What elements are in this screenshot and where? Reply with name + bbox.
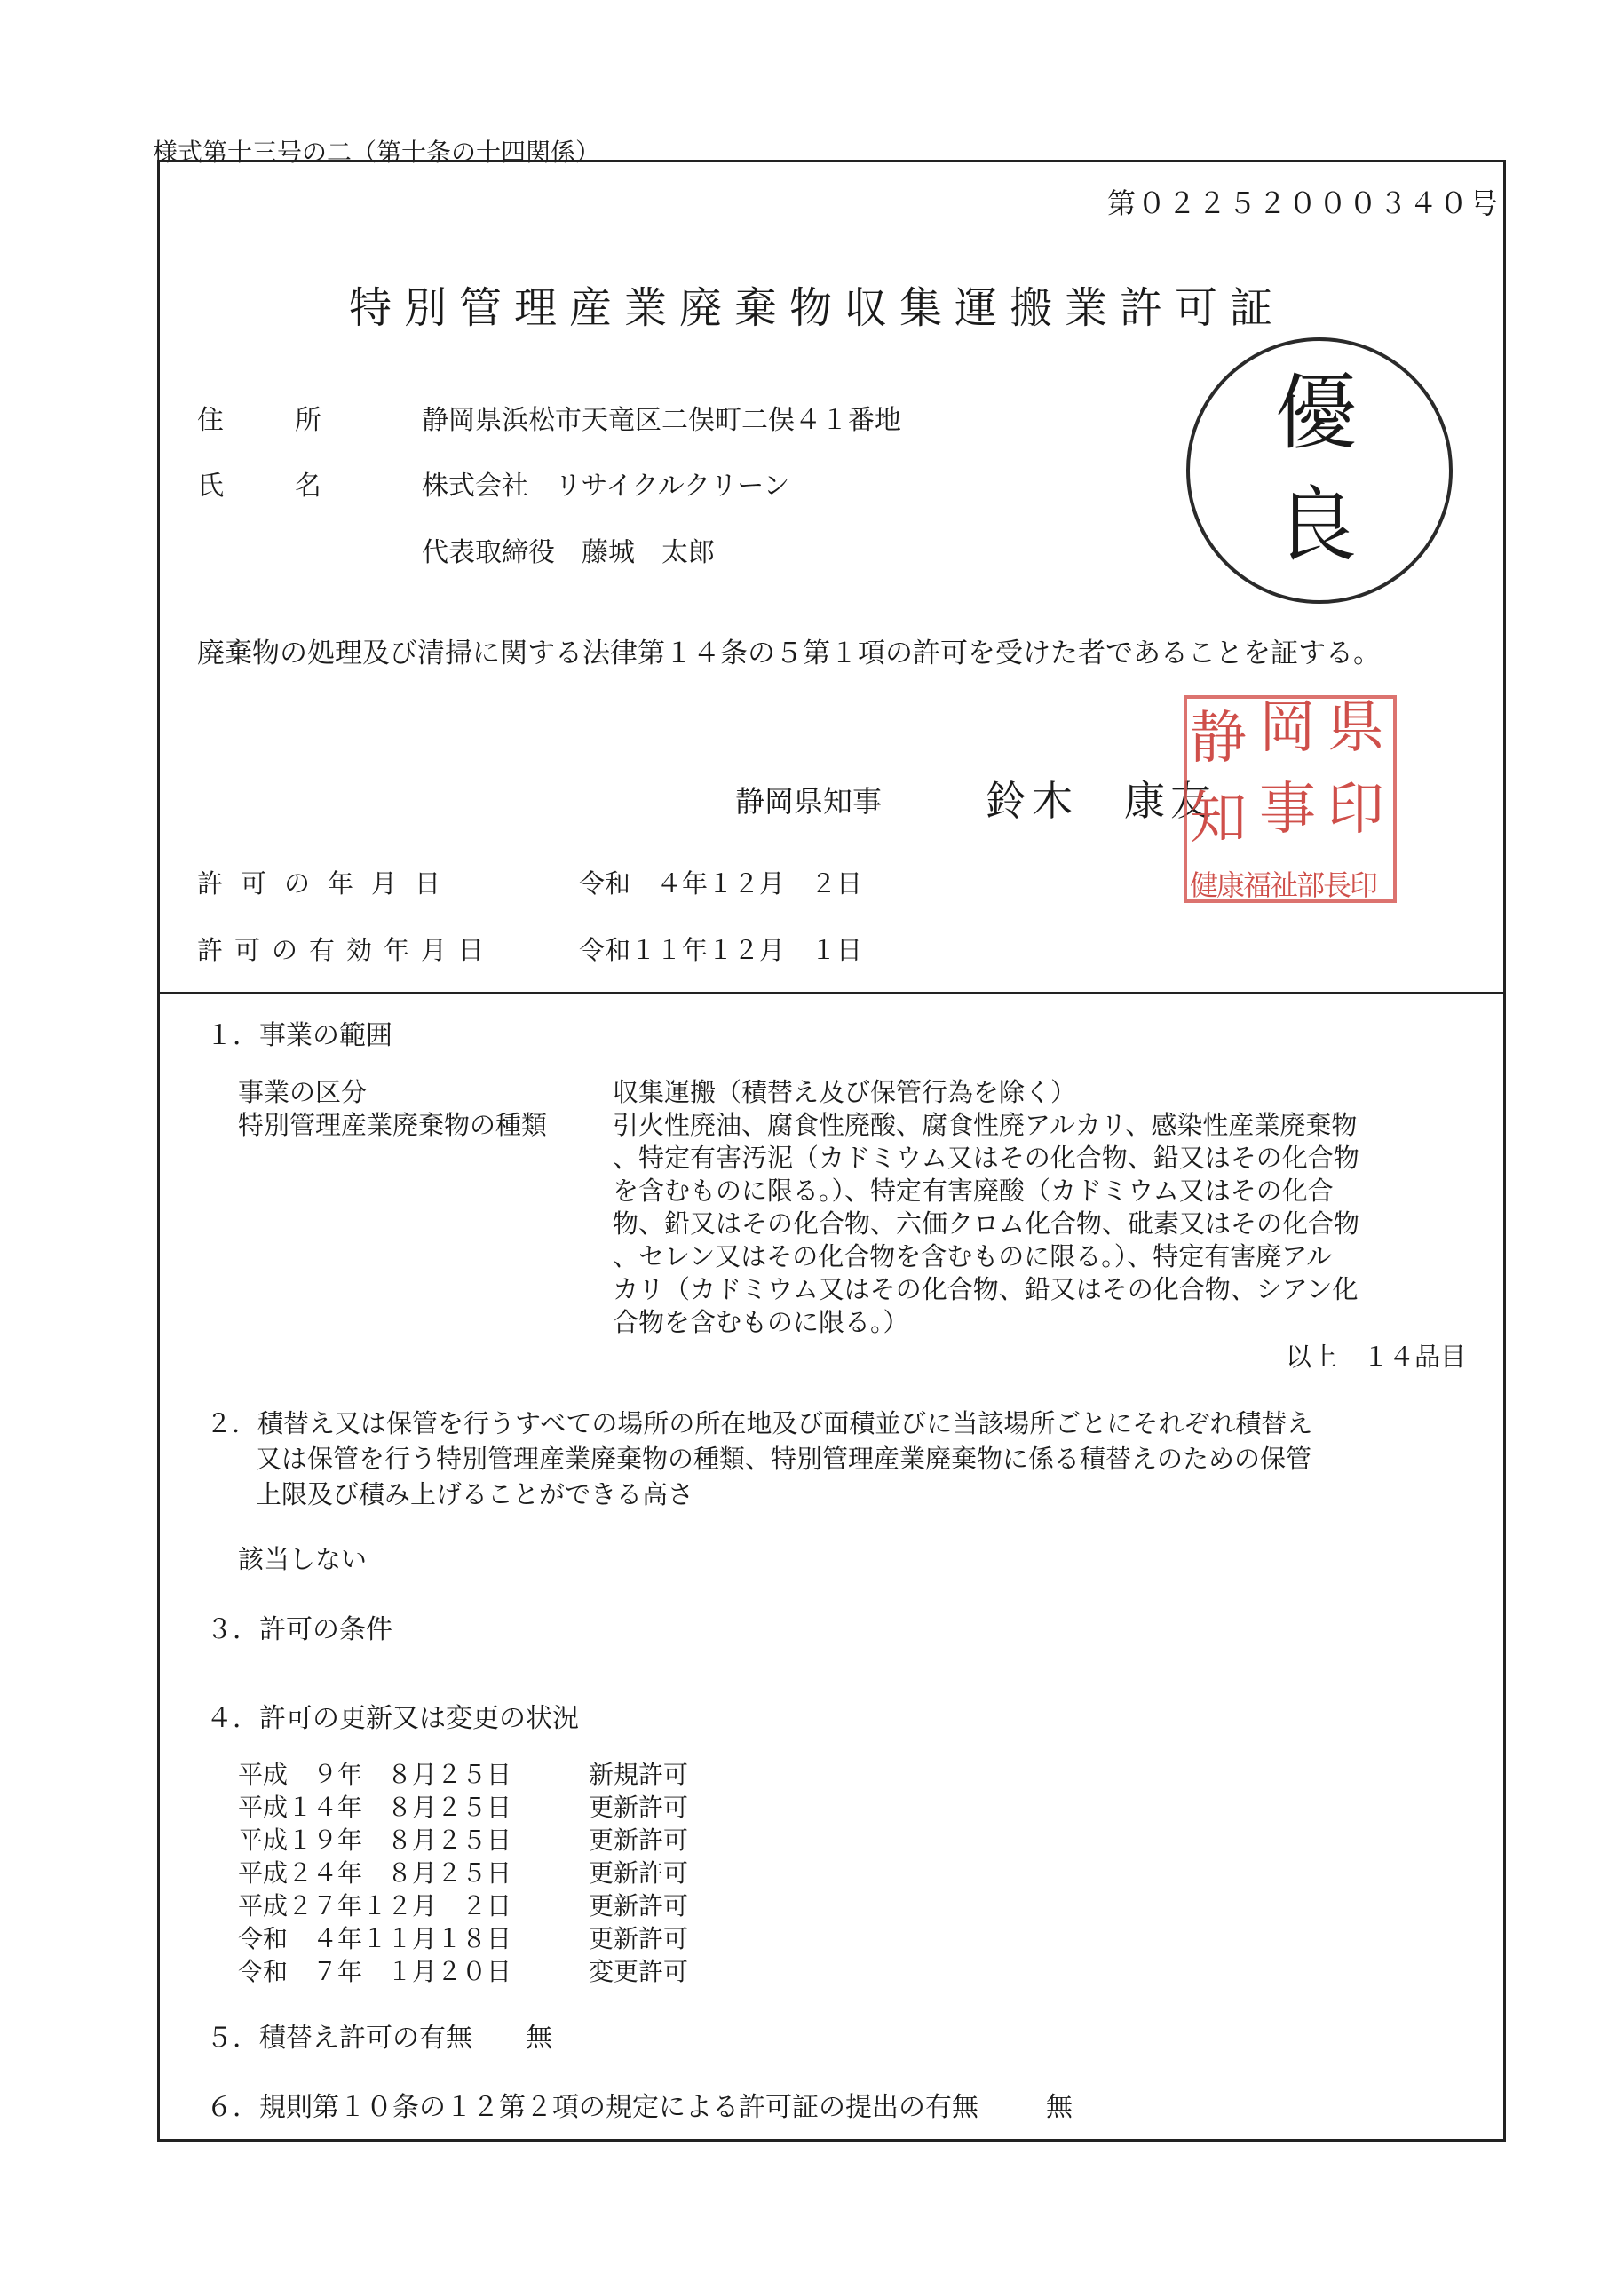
waste-types-label: 特別管理産業廃棄物の種類: [238, 1110, 548, 1140]
permit-history: [238, 1758, 688, 1988]
section6-value: 無: [1046, 2092, 1073, 2123]
page-title: 特別管理産業廃棄物収集運搬業許可証: [349, 283, 1286, 333]
history-type: 更新許可: [589, 1891, 689, 1921]
history-date: 令和 ７年 １月２０日: [238, 1957, 512, 1986]
seal-char-3: 静: [1190, 706, 1247, 772]
address-value: 静岡県浜松市天竜区二俣町二俣４１番地: [422, 405, 901, 436]
history-row: [238, 1758, 688, 1791]
history-type: 更新許可: [589, 1826, 689, 1855]
history-date: 平成１９年 ８月２５日: [238, 1826, 512, 1855]
history-date: 平成１４年 ８月２５日: [238, 1793, 512, 1822]
certificate-number: 第０２２５２０００３４０号: [1106, 186, 1500, 220]
history-type: 更新許可: [589, 1858, 689, 1888]
seal-bottom-text: 健康福祉部長印: [1190, 868, 1377, 902]
history-date: 平成２４年 ８月２５日: [238, 1858, 512, 1888]
waste-types-line: 、セレン又はその化合物を含むものに限る。）、特定有害廃アル: [613, 1241, 1333, 1271]
section2-heading-cont: 上限及び積み上げることができる高さ: [256, 1479, 694, 1509]
valid-date-value: 令和１１年１２月 １日: [579, 935, 863, 965]
grade-char-2: 良: [1275, 478, 1358, 573]
name-label-char-1: 氏: [197, 471, 224, 502]
section2-heading: ２．積替え又は保管を行うすべての場所の所在地及び面積並びに当該場所ごとにそれぞれ積替え: [206, 1408, 1313, 1438]
history-row: [238, 1791, 688, 1824]
grade-char-1: 優: [1275, 366, 1358, 461]
waste-types-line: カリ（カドミウム又はその化合物、鉛又はその化合物、シアン化: [613, 1274, 1359, 1304]
history-row: [238, 1955, 688, 1988]
history-row: [238, 1857, 688, 1889]
permit-date-label: 許可の年月日: [197, 868, 459, 899]
address-label: [197, 398, 321, 437]
seal-char-1: 県: [1327, 695, 1384, 761]
section-divider: [157, 992, 1506, 994]
waste-types-line: 引火性廃油、腐食性廃酸、腐食性廃アルカリ、感染性産業廃棄物: [613, 1110, 1358, 1140]
history-date: 平成 ９年 ８月２５日: [238, 1760, 512, 1789]
section5-heading: ５．積替え許可の有無: [206, 2023, 472, 2054]
history-type: 更新許可: [589, 1793, 689, 1822]
business-category-value: 収集運搬（積替え及び保管行為を除く）: [613, 1077, 1077, 1107]
certification-text: 廃棄物の処理及び清掃に関する法律第１４条の５第１項の許可を受けた者であることを証する。: [197, 638, 1381, 669]
permit-date-value: 令和 ４年１２月 ２日: [579, 868, 863, 899]
form-label: 様式第十三号の二（第十条の十四関係）: [153, 138, 601, 167]
history-date: 令和 ４年１１月１８日: [238, 1924, 512, 1953]
permit-date-row: [197, 864, 862, 900]
section5-value: 無: [526, 2023, 552, 2054]
history-type: 更新許可: [589, 1924, 689, 1953]
section3-heading: ３．許可の条件: [206, 1614, 392, 1645]
waste-types-line: 合物を含むものに限る。）: [613, 1307, 909, 1337]
waste-types-line: を含むものに限る。）、特定有害廃酸（カドミウム又はその化合: [613, 1176, 1334, 1206]
history-row: [238, 1824, 688, 1857]
seal-char-6: 知: [1190, 786, 1247, 851]
section2-heading-cont: 又は保管を行う特別管理産業廃棄物の種類、特別管理産業廃棄物に係る積替えのための保管: [256, 1444, 1312, 1474]
section6-heading: ６．規則第１０条の１２第２項の規定による許可証の提出の有無: [206, 2092, 978, 2123]
company-name: 株式会社 リサイクルクリーン: [422, 471, 790, 502]
name-label-char-2: 名: [295, 471, 321, 502]
governor-name: 鈴木 康友: [986, 777, 1216, 825]
valid-date-row: [197, 931, 862, 967]
address-label-char-2: 所: [295, 405, 321, 436]
seal-char-2: 岡: [1259, 695, 1316, 761]
seal-char-5: 事: [1259, 777, 1316, 843]
name-label: [197, 463, 321, 503]
waste-types-line: 、特定有害汚泥（カドミウム又はその化合物、鉛又はその化合物: [613, 1143, 1359, 1173]
business-category-label: 事業の区分: [238, 1077, 368, 1107]
section1-heading: １．事業の範囲: [206, 1020, 392, 1051]
governor-title: 静岡県知事: [735, 784, 882, 819]
history-type: 変更許可: [589, 1957, 689, 1986]
waste-types-line: 物、鉛又はその化合物、六価クロム化合物、砒素又はその化合物: [613, 1208, 1360, 1239]
section2-value: 該当しない: [238, 1544, 368, 1574]
history-row: [238, 1922, 688, 1955]
history-type: 新規許可: [589, 1760, 689, 1789]
address-label-char-1: 住: [197, 405, 224, 436]
representative-name: 代表取締役 藤城 太郎: [422, 537, 715, 568]
valid-date-label: 許可の有効年月日: [197, 935, 496, 965]
seal-char-4: 印: [1327, 777, 1384, 843]
section4-heading: ４．許可の更新又は変更の状況: [206, 1703, 579, 1734]
history-row: [238, 1889, 688, 1922]
history-date: 平成２７年１２月 ２日: [238, 1891, 512, 1921]
waste-types-total: 以上 １４品目: [1286, 1342, 1467, 1372]
